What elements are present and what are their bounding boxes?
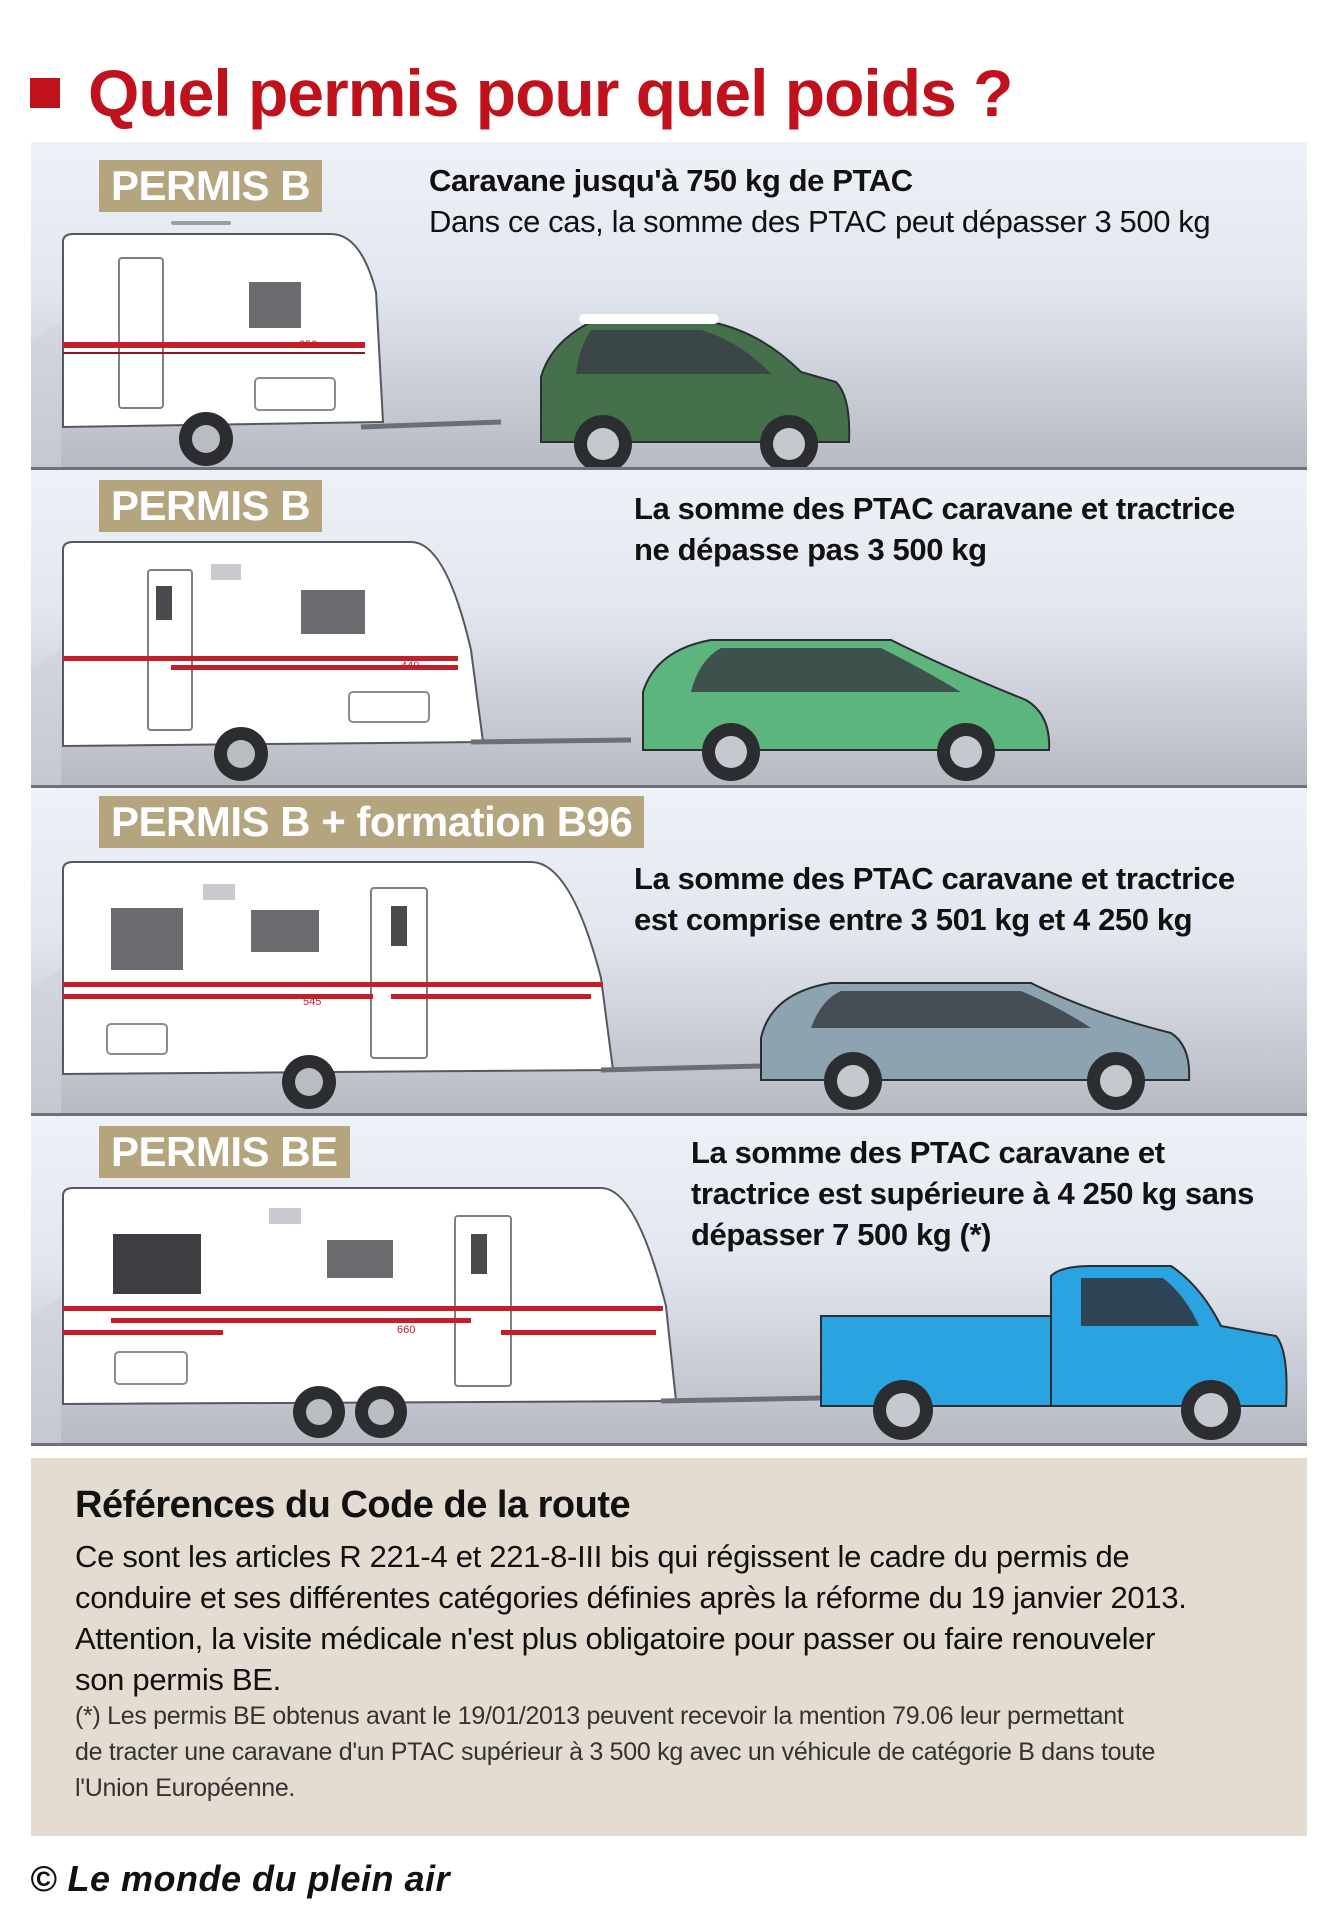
credit: © Le monde du plein air: [30, 1858, 451, 1899]
caravan-model-label: 660: [397, 1324, 416, 1336]
caravan-model-label: 545: [303, 996, 322, 1008]
references-box: [31, 1458, 1307, 1836]
caravan-large: [63, 862, 613, 1074]
references-footnote: [75, 1698, 1285, 1806]
permit-badge: PERMIS B + formation B96: [99, 796, 644, 848]
title-row: [30, 48, 1012, 138]
caravan-model-label: 440: [401, 660, 420, 672]
tow-bar: [471, 740, 631, 742]
references-line: son permis BE.: [75, 1662, 281, 1697]
description-line: Dans ce cas, la somme des PTAC peut dépasser 3 500 kg: [429, 204, 1211, 239]
permit-badge: PERMIS B: [99, 160, 322, 212]
caravan-medium: [63, 542, 483, 746]
references-line: Attention, la visite médicale n'est plus obligatoire pour passer ou faire renouveler: [75, 1621, 1156, 1656]
description-line: La somme des PTAC caravane et tractrice: [634, 861, 1235, 896]
section-description: [691, 1132, 1301, 1255]
description-line: tractrice est supérieure à 4 250 kg sans: [691, 1176, 1254, 1211]
car-estate: [761, 983, 1189, 1110]
description-line: La somme des PTAC caravane et: [691, 1135, 1165, 1170]
references-title: Références du Code de la route: [75, 1484, 631, 1526]
section-permis-b96: [31, 788, 1307, 1116]
section-permis-b-750: [31, 142, 1307, 470]
permit-badge: PERMIS B: [99, 480, 322, 532]
references-line: conduire et ses différentes catégories définies après la réforme du 19 janvier 2013.: [75, 1580, 1187, 1615]
references-body: [75, 1536, 1275, 1700]
description-line: ne dépasse pas 3 500 kg: [634, 532, 987, 567]
pickup-truck: [821, 1266, 1287, 1440]
caravan-wheel: [214, 727, 268, 781]
footnote-line: l'Union Européenne.: [75, 1774, 296, 1802]
section-description: [634, 858, 1294, 940]
section-description: [429, 160, 1289, 242]
description-line: dépasser 7 500 kg (*): [691, 1217, 992, 1252]
section-description: [634, 488, 1294, 570]
caravan-twin-axle: [63, 1188, 676, 1404]
description-line: Caravane jusqu'à 750 kg de PTAC: [429, 163, 913, 198]
title-bullet: [30, 78, 60, 108]
car-mini: [541, 314, 849, 467]
tow-bar: [661, 1398, 821, 1401]
tow-bar: [601, 1066, 761, 1070]
page-title: Quel permis pour quel poids ?: [88, 56, 1013, 130]
caravan-model-label: 350: [299, 339, 318, 351]
description-line: est comprise entre 3 501 kg et 4 250 kg: [634, 902, 1193, 937]
caravan-wheel: [179, 412, 233, 466]
caravan-small: [63, 221, 383, 427]
footnote-line: de tracter une caravane d'un PTAC supérieur à 3 500 kg avec un véhicule de catégorie B dans toute: [75, 1738, 1156, 1766]
references-line: Ce sont les articles R 221-4 et 221-8-III bis qui régissent le cadre du permis de: [75, 1539, 1130, 1574]
description-line: La somme des PTAC caravane et tractrice: [634, 491, 1235, 526]
car-suv: [643, 640, 1049, 781]
footnote-line: (*) Les permis BE obtenus avant le 19/01/2013 peuvent recevoir la mention 79.06 leur permettant: [75, 1702, 1124, 1730]
section-permis-be: [31, 1116, 1307, 1446]
section-permis-b-3500: [31, 470, 1307, 788]
permit-badge: PERMIS BE: [99, 1126, 350, 1178]
caravan-wheel: [282, 1055, 336, 1109]
